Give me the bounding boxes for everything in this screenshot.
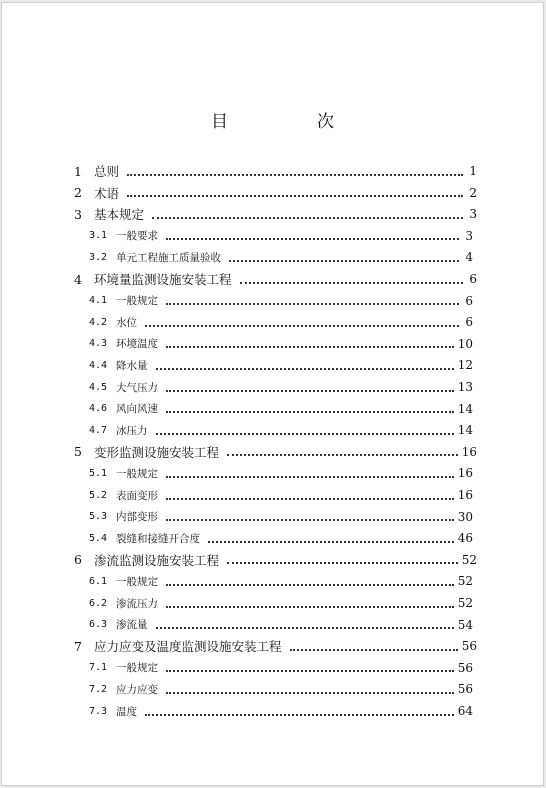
toc-entry-number: 6.2 <box>89 597 108 609</box>
toc-entry[interactable] <box>89 399 473 419</box>
toc-entry-label: 内部变形 <box>116 511 158 524</box>
toc-entry-number: 4.4 <box>89 359 108 371</box>
toc-leader-dots <box>152 216 463 219</box>
toc-leader-dots <box>166 345 454 348</box>
toc-entry-page: 56 <box>457 660 473 675</box>
toc-entry-page: 6 <box>465 293 473 308</box>
toc-leader-dots <box>208 540 454 543</box>
toc-entry-label: 总则 <box>94 164 120 179</box>
toc-leader-dots <box>166 475 454 478</box>
toc-entry-page: 6 <box>469 272 477 286</box>
toc-entry-page: 3 <box>465 228 473 243</box>
toc-entry-page: 56 <box>457 682 473 697</box>
toc-entry-page: 56 <box>461 639 477 654</box>
toc-entry-page: 16 <box>457 466 473 481</box>
toc-leader-dots <box>166 389 454 392</box>
toc-entry-number: 4.6 <box>89 403 108 415</box>
toc-entry-page: 52 <box>457 574 473 589</box>
toc-entry-page: 2 <box>469 185 477 200</box>
toc-entry-label: 一般规定 <box>116 575 158 588</box>
toc-entry-label: 水位 <box>116 316 137 329</box>
toc-entry[interactable] <box>74 636 477 656</box>
toc-entry-page: 16 <box>461 444 477 459</box>
toc-leader-dots <box>227 561 458 564</box>
toc-entry[interactable] <box>89 571 473 591</box>
toc-leader-dots <box>227 453 458 456</box>
toc-entry-page: 14 <box>457 423 473 438</box>
toc-entry[interactable] <box>89 593 473 613</box>
toc-entry-label: 环境温度 <box>116 338 158 351</box>
toc-entry[interactable] <box>89 463 473 483</box>
toc-entry-page: 13 <box>457 380 473 394</box>
toc-leader-dots <box>166 302 459 305</box>
document-page <box>1 2 544 786</box>
toc-entry-label: 渗流压力 <box>116 597 158 610</box>
toc-entry-label: 应力应变 <box>116 683 158 696</box>
toc-leader-dots <box>156 367 454 370</box>
toc-entry[interactable] <box>74 161 477 181</box>
toc-entry[interactable] <box>89 355 473 375</box>
toc-leader-dots <box>166 691 454 694</box>
toc-entry-number: 4.1 <box>89 295 108 307</box>
toc-entry[interactable] <box>89 615 473 635</box>
toc-leader-dots <box>145 713 454 716</box>
toc-entry-page: 1 <box>469 164 477 178</box>
toc-entry-number: 7.3 <box>89 705 108 717</box>
toc-entry-label: 基本规定 <box>94 207 145 223</box>
toc-entry-number: 7 <box>74 638 82 654</box>
toc-entry-page: 46 <box>457 531 473 546</box>
toc-leader-dots <box>166 518 454 521</box>
toc-leader-dots <box>145 324 459 327</box>
toc-entry-number: 4.3 <box>89 338 108 350</box>
toc-entry-label: 一般要求 <box>116 230 158 243</box>
toc-entry-number: 5.1 <box>89 467 108 479</box>
toc-entry[interactable] <box>89 312 473 332</box>
toc-entry-number: 5.4 <box>89 532 108 544</box>
toc-entry-label: 渗流监测设施安装工程 <box>94 552 220 568</box>
toc-entry-number: 1 <box>74 163 82 179</box>
toc-entry-label: 术语 <box>94 185 120 201</box>
toc-entry[interactable] <box>89 679 473 699</box>
toc-entry-page: 12 <box>457 358 473 373</box>
toc-entry[interactable] <box>89 420 473 440</box>
toc-entry[interactable] <box>74 204 477 224</box>
toc-entry-number: 3 <box>74 206 82 222</box>
toc-entry-label: 大气压力 <box>116 381 158 394</box>
toc-entry-page: 52 <box>461 552 477 567</box>
toc-entry-label: 环境量监测设施安装工程 <box>94 272 232 287</box>
toc-entry-number: 6.3 <box>89 619 108 631</box>
toc-entry[interactable] <box>74 442 477 462</box>
toc-entry-page: 30 <box>457 509 473 524</box>
toc-entry-label: 降水量 <box>116 359 148 372</box>
toc-entry-label: 冰压力 <box>116 424 148 437</box>
toc-entry-number: 4 <box>74 271 82 287</box>
toc-entry-label: 表面变形 <box>116 489 158 502</box>
toc-entry-number: 7.1 <box>89 662 108 674</box>
toc-entry-number: 2 <box>74 185 82 201</box>
toc-leader-dots <box>166 669 454 672</box>
toc-leader-dots <box>127 194 463 197</box>
toc-entry[interactable] <box>89 334 473 354</box>
toc-leader-dots <box>166 583 454 586</box>
toc-entry-number: 3.2 <box>89 251 108 263</box>
toc-entry-number: 6.1 <box>89 575 108 587</box>
toc-entry-label: 单元工程施工质量验收 <box>116 251 221 264</box>
toc-entry-label: 温度 <box>116 705 137 718</box>
toc-entry-page: 4 <box>465 250 473 265</box>
toc-leader-dots <box>290 648 458 651</box>
toc-leader-dots <box>127 173 463 176</box>
toc-entry[interactable] <box>89 226 473 246</box>
toc-leader-dots <box>156 626 454 629</box>
toc-leader-dots <box>229 259 459 262</box>
toc-entry-label: 应力应变及温度监测设施安装工程 <box>94 639 282 655</box>
toc-entry-number: 4.2 <box>89 316 108 328</box>
toc-entry-label: 一般规定 <box>116 295 158 308</box>
toc-entry-number: 4.5 <box>89 381 108 393</box>
toc-entry-number: 7.2 <box>89 683 108 695</box>
toc-leader-dots <box>240 281 463 284</box>
toc-entry-number: 5.3 <box>89 511 108 523</box>
toc-entry-page: 16 <box>457 488 473 502</box>
toc-title: 目 次 <box>211 112 370 132</box>
toc-entry[interactable] <box>89 377 473 397</box>
toc-entry-page: 54 <box>457 617 473 632</box>
toc-entry-label: 一般规定 <box>116 467 158 480</box>
toc-entry[interactable] <box>89 658 473 678</box>
toc-entry-label: 渗流量 <box>116 619 148 632</box>
toc-entry-label: 风向风速 <box>116 403 158 416</box>
toc-entry[interactable] <box>74 269 477 289</box>
toc-entry[interactable] <box>74 183 477 203</box>
toc-entry-label: 一般规定 <box>116 662 158 675</box>
toc-entry-number: 6 <box>74 552 82 568</box>
toc-entry[interactable] <box>89 528 473 548</box>
toc-entry[interactable] <box>89 701 473 721</box>
toc-entry[interactable] <box>89 291 473 311</box>
toc-entry[interactable] <box>74 550 477 570</box>
toc-entry-label: 裂缝和接缝开合度 <box>116 532 200 545</box>
toc-entry[interactable] <box>89 507 473 527</box>
toc-leader-dots <box>166 497 454 500</box>
toc-entry[interactable] <box>89 485 473 505</box>
toc-leader-dots <box>166 237 459 240</box>
toc-entry-number: 5 <box>74 444 82 460</box>
toc-entry[interactable] <box>89 247 473 267</box>
toc-entry-page: 6 <box>465 315 473 330</box>
toc-entry-page: 3 <box>469 207 477 222</box>
toc-entry-number: 5.2 <box>89 489 108 501</box>
toc-entry-number: 3.1 <box>89 230 108 242</box>
toc-entry-page: 10 <box>457 336 473 351</box>
toc-entry-label: 变形监测设施安装工程 <box>94 444 220 460</box>
toc-entry-number: 4.7 <box>89 424 108 436</box>
toc-leader-dots <box>166 410 454 413</box>
toc-leader-dots <box>156 432 454 435</box>
toc-leader-dots <box>166 605 454 608</box>
toc-entry-page: 64 <box>457 704 473 718</box>
toc-entry-page: 14 <box>457 401 473 416</box>
toc-entry-page: 52 <box>457 596 473 610</box>
